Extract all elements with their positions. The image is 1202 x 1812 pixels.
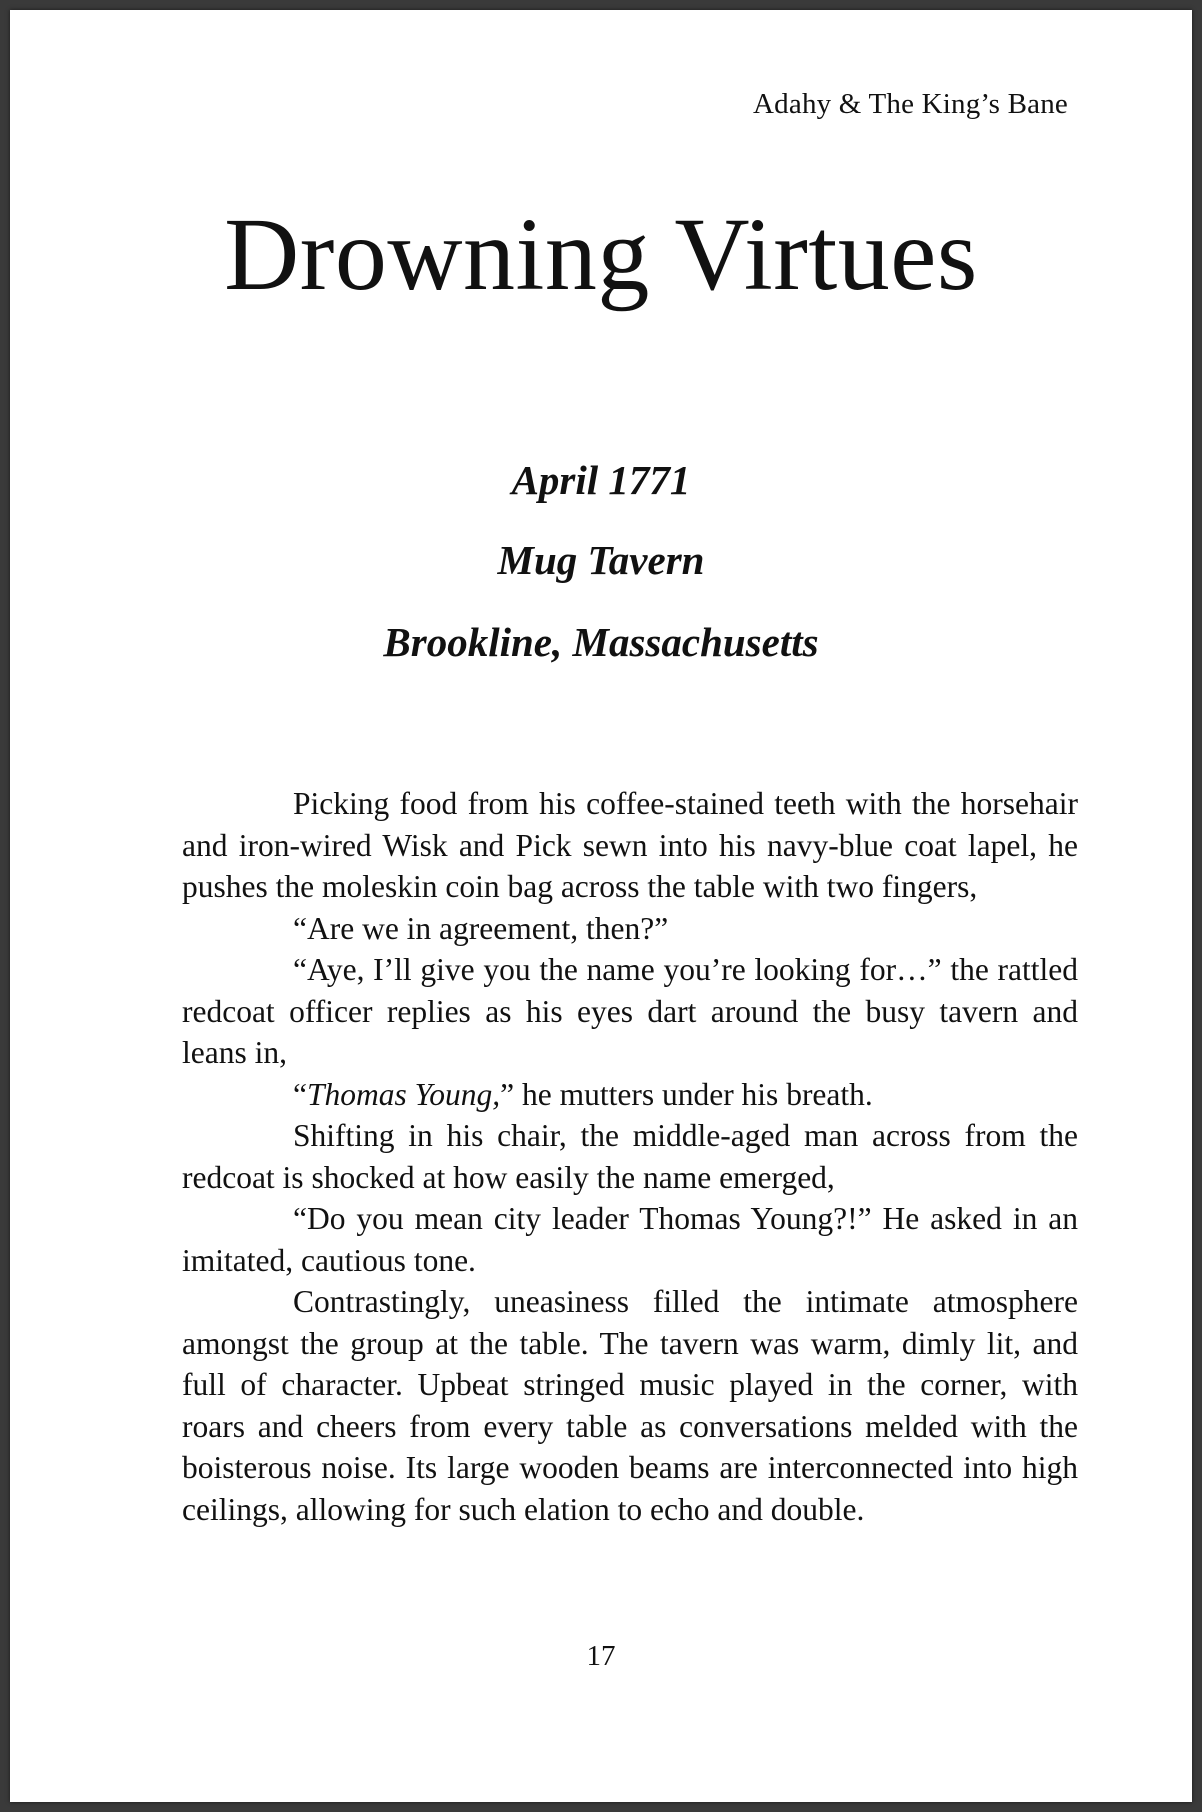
italic-name: Thomas Young, [306,1076,501,1112]
paragraph: Shifting in his chair, the middle-aged man across from the redcoat is shocked at how easily the name emerged, [182,1118,1078,1195]
paragraph: “Are we in agreement, then?” [293,910,669,946]
quote-open: “ [293,1076,307,1112]
running-header: Adahy & The King’s Bane [753,88,1068,120]
chapter-place: Mug Tavern [497,537,705,583]
paragraph [182,1074,1078,1116]
paragraph: “Do you mean city leader Thomas Young?!” He asked in an imitated, cautious tone. [182,1201,1078,1278]
body-text [182,783,1078,1530]
paragraph: Contrastingly, uneasiness filled the intimate atmosphere amongst the group at the table. The tavern was warm, dimly lit, and full of character. Upbeat stringed music played in the corner, with roars and cheers from every table as conversations melded with the boisterous noise. Its large wooden beams are interconnected into high ceilings, allowing for such elation to echo and double. [182,1284,1078,1527]
chapter-date: April 1771 [511,457,691,503]
quote-rest: ” he mutters under his breath. [500,1076,873,1112]
book-page [10,10,1192,1802]
paragraph: Picking food from his coffee-stained teeth with the horsehair and iron-wired Wisk and Pick sewn into his navy-blue coat lapel, he pushes the moleskin coin bag across the table with two fingers, [182,786,1078,904]
chapter-city: Brookline, Massachusetts [383,619,819,665]
chapter-title: Drowning Virtues [224,197,978,312]
page-number: 17 [586,1640,616,1672]
paragraph: “Aye, I’ll give you the name you’re looking for…” the rattled redcoat officer replies as his eyes dart around the busy tavern and leans in, [182,952,1078,1070]
